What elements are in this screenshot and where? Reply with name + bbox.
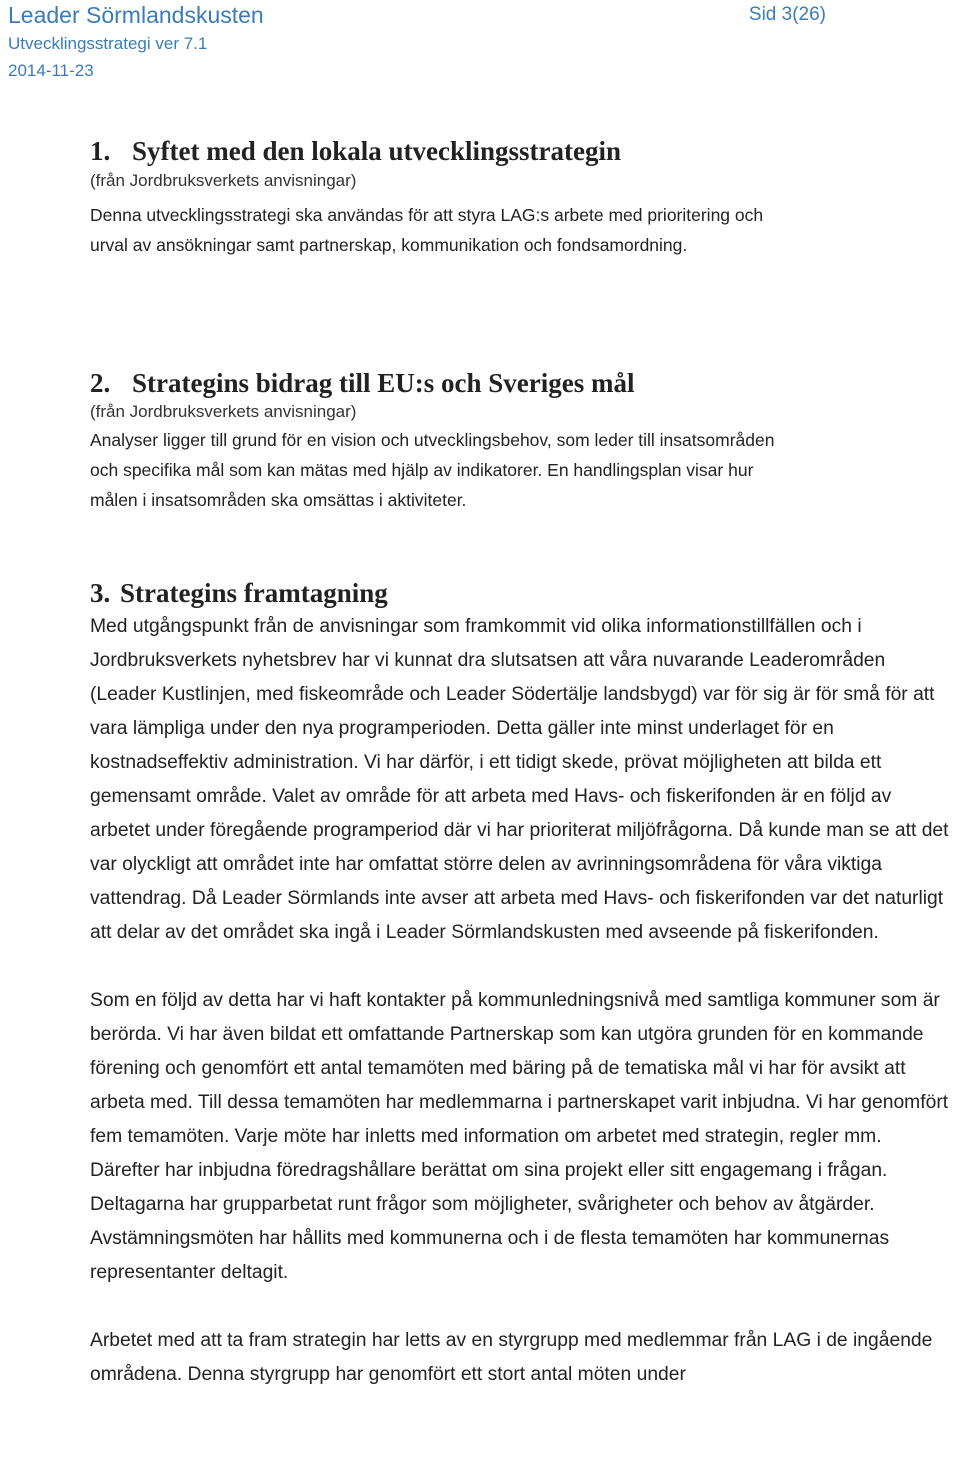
section-1-body: Denna utvecklingsstrategi ska användas för att styra LAG:s arbete med prioritering och urval av ansökningar samt partnerskap, kommunikation och fondsamordning. <box>90 205 764 255</box>
paragraph: Som en följd av detta har vi haft kontakter på kommunledningsnivå med samtliga kommuner som är berörda. Vi har även bildat ett omfattande Partnerskap som kan utgöra grunden för en kommande förening och genomfört ett antal temamöten med bäring på de tematiska mål vi har för avsikt att arbeta med. Till dessa temamöten har medlemmarna i partnerskapet varit inbjudna. Vi har genomfört fem temamöten. Varje möte har inletts med information om arbetet med strategin, regler mm. Därefter har inbjudna föredragshållare berättat om sina projekt eller sitt engagemang i frågan. Deltagarna har grupparbetat runt frågor som möjligheter, svårigheter och behov av åtgärder. Avstämningsmöten har hållits med kommunerna och i de flesta temamöten har kommunernas representanter deltagit. <box>90 990 949 1283</box>
section-3 <box>90 576 956 1392</box>
section-1-source: (från Jordbruksverkets anvisningar) <box>90 171 357 190</box>
section-2-body: Analyser ligger till grund för en vision och utvecklingsbehov, som leder till insatsområden och specifika mål som kan mätas med hjälp av indikatorer. En handlingsplan visar hur målen i insatsområden ska omsättas i aktiviteter. <box>90 430 775 510</box>
section-2 <box>90 366 956 515</box>
section-1-number: 1. <box>90 136 111 166</box>
header-date: 2014-11-23 <box>8 61 94 80</box>
section-3-body <box>90 610 956 1392</box>
section-3-title: Strategins framtagning <box>120 578 388 608</box>
section-3-number: 3. <box>90 578 111 608</box>
section-2-number: 2. <box>90 368 111 398</box>
section-2-title: Strategins bidrag till EU:s och Sveriges mål <box>132 368 635 398</box>
section-2-source: (från Jordbruksverkets anvisningar) <box>90 402 357 421</box>
header-version: Utvecklingsstrategi ver 7.1 <box>8 34 208 53</box>
section-1 <box>90 134 956 260</box>
paragraph: Arbetet med att ta fram strategin har letts av en styrgrupp med medlemmar från LAG i de ingående områdena. Denna styrgrupp har genomfört ett stort antal möten under <box>90 1330 933 1385</box>
section-3-heading <box>90 576 956 610</box>
section-2-heading <box>90 366 956 400</box>
section-1-title: Syftet med den lokala utvecklingsstrategin <box>132 136 621 166</box>
page-number: Sid 3(26) <box>748 4 826 25</box>
section-1-heading <box>90 134 956 168</box>
paragraph: Med utgångspunkt från de anvisningar som framkommit vid olika informationstillfällen och i Jordbruksverkets nyhetsbrev har vi kunnat dra slutsatsen att våra nuvarande Leaderområden (Leader Kustlinjen, med fiskeområde och Leader Södertälje landsbygd) var för sig är för små för att vara lämpliga under den nya programperioden. Detta gäller inte minst underlaget för en kostnadseffektiv administration. Vi har därför, i ett tidigt skede, prövat möjligheten att bilda ett gemensamt område. Valet av område för att arbeta med Havs- och fiskerifonden är en följd av arbetet under föregående programperiod där vi har prioriterat miljöfrågorna. Då kunde man se att det var olyckligt att området inte har omfattat större delen av avrinningsområdena för våra viktiga vattendrag. Då Leader Sörmlands inte avser att arbeta med Havs- och fiskerifonden var det naturligt att delar av det området ska ingå i Leader Sörmlandskusten med avseende på fiskerifonden. <box>90 616 949 943</box>
header-title: Leader Sörmlandskusten <box>8 2 264 28</box>
